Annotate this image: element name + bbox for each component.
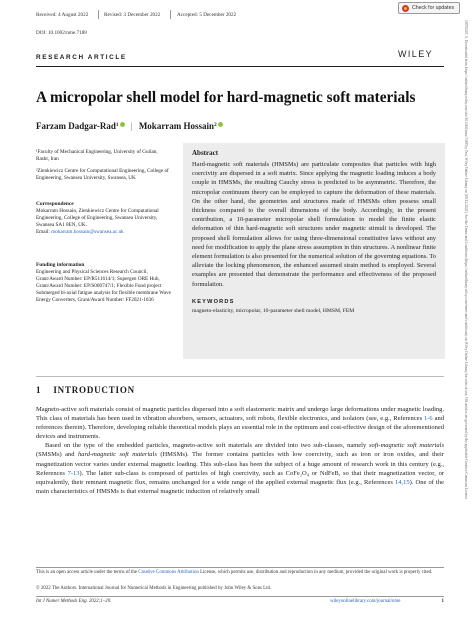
body-text bbox=[36, 405, 444, 496]
funding-text: Engineering and Physical Sciences Research Council, Grant/Award Number: EP/R511614/1; Supergen ORE Hub, Grant/Award Number: EP/S000747/1; Flexible Fund project Submerged bi-axial fatigue analysis for flexible membrane Wave Energy Converters, Grant/Award Number: FF2021-1036 bbox=[36, 268, 171, 303]
doi: DOI: 10.1002/nme.7188 bbox=[36, 30, 87, 36]
paragraph: Based on the type of the embedded particles, magneto-active soft materials are divided into two sub-classes, namely soft-magnetic soft materials (SMSMs) and hard-magnetic soft materials (HMSMs). The former contains particles with low coercivity, such as iron or iron oxides, and their magnetization vector varies under external magnetic loading. This sub-class has been the subject of a huge amount of research work in this century (e.g., References 7-13). The latter sub-class is composed of particles of high coercivity, such as CoFe₂O₄ or NdFeB, so that their magnetization vector, or equivalently, their remnant magnetic flux, remains unchanged for a wide range of the applied external magnetic flux (e.g., References 14,15). One of the main characteristics of HMSMs is that external magnetic induction of relatively small bbox=[36, 442, 444, 495]
affiliation-1: ¹Faculty of Mechanical Engineering, University of Guilan, Rasht, Iran bbox=[36, 149, 158, 162]
license-link[interactable]: Creative Commons Attribution bbox=[138, 570, 199, 575]
journal-url-link[interactable]: wileyonlinelibrary.com/journal/nme bbox=[330, 599, 401, 604]
page-number: 1 bbox=[441, 599, 444, 604]
paragraph: Magneto-active soft materials consist of magnetic particles dispersed into a soft elastomeric matrix and undergo large deformations under magnetic loading. This class of materials has been used in vibration absorbers, sensors, actuators, soft robots, flexible electronics, and isolators (see, e.g., References 1-6 and references therein). Therefore, developing reliable theoretical models plays an essential role in the optimum and cost-effective design of the aforementioned devices and instruments. bbox=[36, 406, 444, 441]
revised-date: Revised: 3 December 2022 bbox=[104, 12, 161, 18]
author-affiliation-mark: 1 bbox=[115, 122, 119, 128]
reference-link[interactable]: 7-13 bbox=[67, 469, 80, 477]
header-divider bbox=[98, 10, 99, 19]
section-number: 1 bbox=[36, 385, 42, 395]
email-link[interactable]: mokarram.hossain@swansea.ac.uk bbox=[51, 228, 124, 235]
emphasis: hard-magnetic soft materials bbox=[77, 451, 157, 459]
abstract-heading: Abstract bbox=[192, 149, 219, 157]
check-updates-button[interactable] bbox=[398, 2, 460, 14]
received-date: Received: 4 August 2022 bbox=[36, 12, 89, 18]
keywords-text: magneto-elasticity, micropolar, 10-parameter shell model, HMSM, FEM bbox=[192, 307, 355, 314]
email-label: Email: bbox=[36, 228, 50, 235]
author-separator: | bbox=[130, 121, 133, 131]
header-rule bbox=[36, 66, 444, 67]
check-updates-label: Check for updates bbox=[412, 5, 455, 11]
copyright-notice: © 2022 The Authors. International Journal for Numerical Methods in Engineering published by John Wiley & Sons Ltd. bbox=[36, 586, 272, 591]
orcid-icon[interactable] bbox=[120, 122, 125, 127]
funding-block bbox=[36, 262, 171, 303]
article-type: RESEARCH ARTICLE bbox=[36, 54, 127, 61]
publisher-logo: WILEY bbox=[398, 49, 434, 59]
abstract-box bbox=[183, 143, 445, 359]
orcid-icon[interactable] bbox=[218, 122, 223, 127]
correspondence-block bbox=[36, 201, 171, 236]
reference-link[interactable]: 1-6 bbox=[424, 415, 433, 423]
article-title: A micropolar shell model for hard-magnetic soft materials bbox=[36, 89, 416, 106]
author-affiliation-mark: 2 bbox=[214, 122, 217, 128]
emphasis: soft-magnetic soft materials bbox=[369, 442, 444, 450]
author-list bbox=[36, 121, 223, 131]
author-name[interactable]: Farzam Dadgar-Rad bbox=[36, 121, 116, 131]
abstract-text: Hard-magnetic soft materials (HMSMs) are particulate composites that particles with high coercivity are dispersed in a soft matrix. Since applying the magnetic loading induces a body couple in HMSMs, the resulting Cauchy stress is predicted to be asymmetric. Therefore, the micropolar continuum theory can be employed to capture the deformation of these materials. On the other hand, the geometries and structures made of HMSMs often possess small thickness compared to the overall dimensions of the body. Accordingly, in the present contribution, a 10-parameter micropolar shell formulation to model the finite elastic deformation of thin hard-magnetic soft structures under magnetic stimuli is developed. The proposed shell formulation allows for using three-dimensional constitutive laws without any need for modification to apply the plane stress assumption in thin structures. A nonlinear finite element formulation is also presented for the numerical solution of the governing equations. To alleviate the locking phenomenon, the enhanced assumed strain method is employed. Several examples are presented that demonstrate the performance and effectiveness of the proposed formulation. bbox=[192, 161, 436, 288]
journal-citation: Int J Numer Methods Eng. 2022;1–20. bbox=[36, 599, 112, 604]
keywords-heading: KEYWORDS bbox=[192, 298, 235, 305]
header-divider bbox=[170, 10, 171, 19]
download-sidebar-notice: 10970207, 0, Downloaded from https://onlinelibrary.wiley.com/doi/10.1002/nme.7188 by Test, Wiley Online Library on [05/12/2022]. See the Terms and Conditions (https://onlinelibrary.wiley.com/terms-and-conditions) on Wiley Online Library for rules of use; OA articles are governed by the applicable Creative Commons License bbox=[464, 20, 468, 500]
crossmark-icon bbox=[402, 5, 409, 12]
section-title: INTRODUCTION bbox=[53, 385, 135, 395]
correspondence-text: Mokarram Hossain, Zienkiewicz Centre for Computational Engineering, College of Engineering, Swansea University, Swansea SA1 8EN, UK. bbox=[36, 207, 159, 228]
funding-heading: Funding information bbox=[36, 262, 85, 268]
author-name[interactable]: Mokarram Hossain bbox=[138, 121, 215, 131]
section-heading bbox=[36, 385, 135, 395]
reference-link[interactable]: 14,15 bbox=[395, 478, 410, 486]
correspondence-heading: Correspondence bbox=[36, 201, 74, 207]
journal-url bbox=[330, 599, 430, 606]
accepted-date: Accepted: 5 December 2022 bbox=[177, 12, 237, 18]
affiliation-2: ²Zienkiewicz Centre for Computational Engineering, College of Engineering, Swansea University, Swansea, UK bbox=[36, 168, 169, 181]
license-notice: This is an open access article under the terms of the Creative Commons Attribution License, which permits use, distribution and reproduction in any medium, provided the original work is properly cited. bbox=[36, 570, 433, 575]
